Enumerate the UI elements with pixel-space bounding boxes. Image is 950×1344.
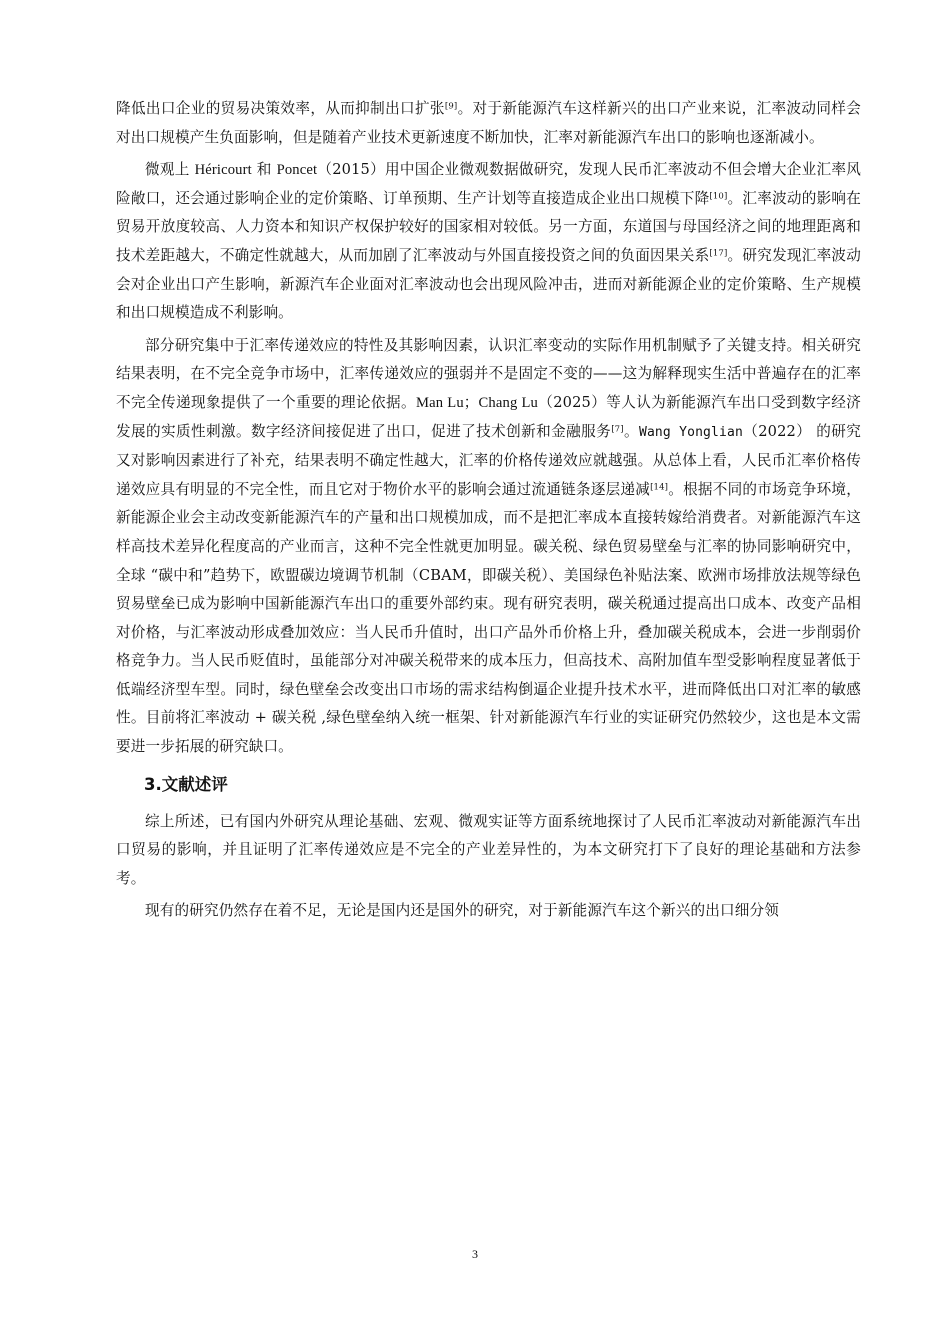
- paragraph-3-text-b: （2025）等人认为新能源汽车出口受到数字经济发展的实质性刺激。数字经济间接促进了出口，促进了技术创新和金融服务: [116, 393, 861, 440]
- paragraph-1-text-a: 降低出口企业的贸易决策效率，从而抑制出口扩张: [116, 100, 445, 117]
- citation-17: [17]: [709, 248, 728, 259]
- citation-10: [10]: [709, 191, 728, 202]
- paragraph-4: 综上所述，已有国内外研究从理论基础、宏观、微观实证等方面系统地探讨了人民币汇率波动对新能源汽车出口贸易的影响，并且证明了汇率传递效应是不完全的产业差异性的，为本文研究打下了良好的理论基础和方法参考。: [116, 812, 861, 887]
- paragraph-2-text-c: （2015）用中国企业微观数据做研究，发现人民币汇率波动不但会增大企业汇率风险敞口，还会通过影响企业的定价策略、订单预期、生产计划等直接造成企业出口规模下降: [116, 161, 862, 207]
- section-heading-literature-review: 3.文献述评: [144, 774, 228, 794]
- paragraph-3-text-c: 。: [623, 422, 639, 440]
- paragraph-3-text-a: 部分研究集中于汇率传递效应的特性及其影响因素，认识汇率变动的实际作用机制赋予了关键支持。相关研究结果表明，在不完全竞争市场中，汇率传递效应的强弱并不是固定不变的——这为解释现实生活中普遍存在的汇率不完全传递现象提供了一个重要的理论依据。: [116, 336, 861, 411]
- paragraph-2-text-d: 。汇率波动的影响在贸易开放度较高、人力资本和知识产权保护较好的国家相对较低。另一方面，东道国与母国经济之间的地理距离和技术差距越大，不确定性就越大，从而加剧了汇率波动与外国直接投资之间的负面因果关系: [116, 189, 861, 264]
- citation-7: [7]: [611, 423, 624, 434]
- paragraph-3: [116, 332, 861, 762]
- paragraph-1-text-b: 。对于新能源汽车这样新兴的出口产业来说，汇率波动同样会对出口规模产生负面影响，但是随着产业技术更新速度不断加快，汇率对新能源汽车出口的影响也逐渐减小。: [116, 100, 861, 146]
- paragraph-2-text-b: 和: [251, 161, 277, 179]
- paragraph-2: [116, 156, 861, 328]
- citation-14: [14]: [650, 482, 669, 493]
- paragraph-3-text-e: 。根据不同的市场竞争环境，新能源企业会主动改变新能源汽车的产量和出口规模加成，而不是把汇率成本直接转嫁给消费者。对新能源汽车这样高技术差异化程度高的产业而言，这种不完全性就更加明显。碳关税、绿色贸易壁垒与汇率的协同影响研究中，全球 “碳中和”趋势下，欧盟碳边境调节机制（CBAM，即碳关税）、美国绿色补贴法案、欧洲市场排放法规等绿色贸易壁垒已成为影响中国新能源汽车出口的重要外部约束。现有研究表明，碳关税通过提高出口成本、改变产品相对价格，与汇率波动形成叠加效应：当人民币升值时，出口产品外币价格上升，叠加碳关税成本，会进一步削弱价格竞争力。当人民币贬值时，虽能部分对冲碳关税带来的成本压力，但高技术、高附加值车型受影响程度显著低于低端经济型车型。同时，绿色壁垒会改变出口市场的需求结构倒逼企业提升技术水平，进而降低出口对汇率的敏感性。目前将汇率波动 + 碳关税 ,绿色壁垒纳入统一框架、针对新能源汽车行业的实证研究仍然较少，这也是本文需要进一步拓展的研究缺口。: [116, 480, 862, 756]
- paragraph-5: 现有的研究仍然存在着不足，无论是国内还是国外的研究，对于新能源汽车这个新兴的出口细分领: [145, 902, 779, 920]
- paragraph-3-text-d: （2022） 的研究又对影响因素进行了补充，结果表明不确定性越大，汇率的价格传递效应就越强。从总体上看，人民币汇率价格传递效应具有明显的不完全性，而且它对于物价水平的影响会通过流通链条逐层递减: [116, 422, 862, 498]
- paragraph-1: [116, 95, 861, 152]
- author-wang-yonglian: Wang Yonglian: [638, 424, 743, 440]
- page-number: 3: [472, 1247, 478, 1261]
- page-body: [116, 95, 861, 926]
- author-poncet: Poncet: [276, 162, 318, 179]
- author-man-lu-chang-lu: Man Lu；Chang Lu: [416, 394, 538, 411]
- paragraph-2-text-e: 。研究发现汇率波动会对企业出口产生影响，新源汽车企业面对汇率波动也会出现风险冲击，进而对新能源企业的定价策略、生产规模和出口规模造成不利影响。: [116, 246, 861, 322]
- paragraph-2-text-a: 微观上: [145, 161, 195, 179]
- citation-9: [9]: [444, 101, 458, 112]
- author-hericourt: Héricourt: [194, 162, 252, 179]
